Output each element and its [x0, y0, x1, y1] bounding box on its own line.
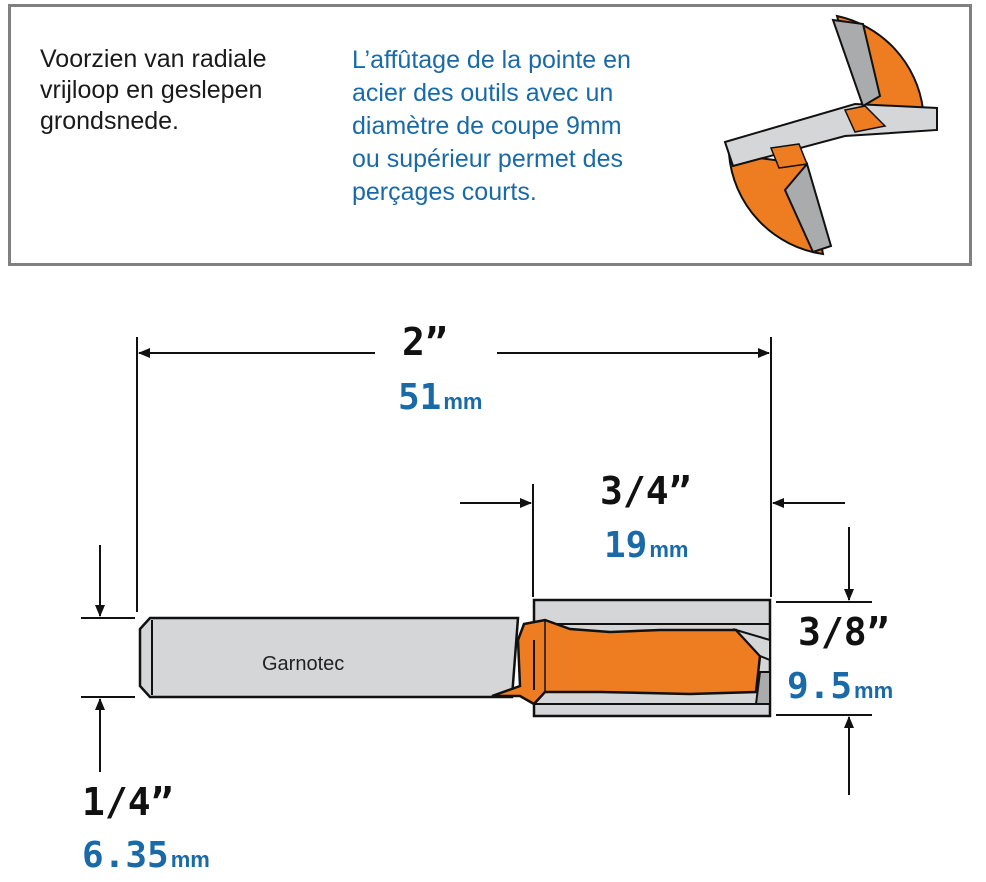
- cutting-length-mm: [604, 526, 688, 570]
- cutting-edge-flute: [492, 620, 760, 704]
- total-length-inch: 2”: [402, 320, 448, 364]
- french-description: L’affûtage de la pointe en acier des outils avec un diamètre de coupe 9mm ou supérieur permet des perçages courts.: [352, 46, 631, 206]
- shank-diameter-inch: 1/4”: [82, 780, 174, 824]
- dutch-description: Voorzien van radiale vrijloop en geslepen grondsnede.: [40, 45, 267, 135]
- total-length-mm-value: 51: [398, 377, 442, 418]
- cutting-diameter-mm: [787, 667, 893, 711]
- brand-label: Garnotec: [262, 653, 345, 675]
- shank-diameter-mm-unit: mm: [170, 847, 210, 872]
- shank-diameter-mm-value: 6.35: [82, 835, 169, 876]
- cutting-diameter-inch: 3/8”: [798, 610, 890, 654]
- shank-diameter-mm: [82, 836, 210, 880]
- cutting-length-mm-unit: mm: [649, 537, 689, 562]
- total-length-mm: [398, 378, 482, 422]
- cutting-length-inch: 3/4”: [600, 469, 692, 513]
- cutting-diameter-mm-value: 9.5: [787, 666, 853, 707]
- total-length-mm-unit: mm: [443, 389, 483, 414]
- cutting-length-mm-value: 19: [604, 525, 648, 566]
- cutting-diameter-mm-unit: mm: [854, 678, 894, 703]
